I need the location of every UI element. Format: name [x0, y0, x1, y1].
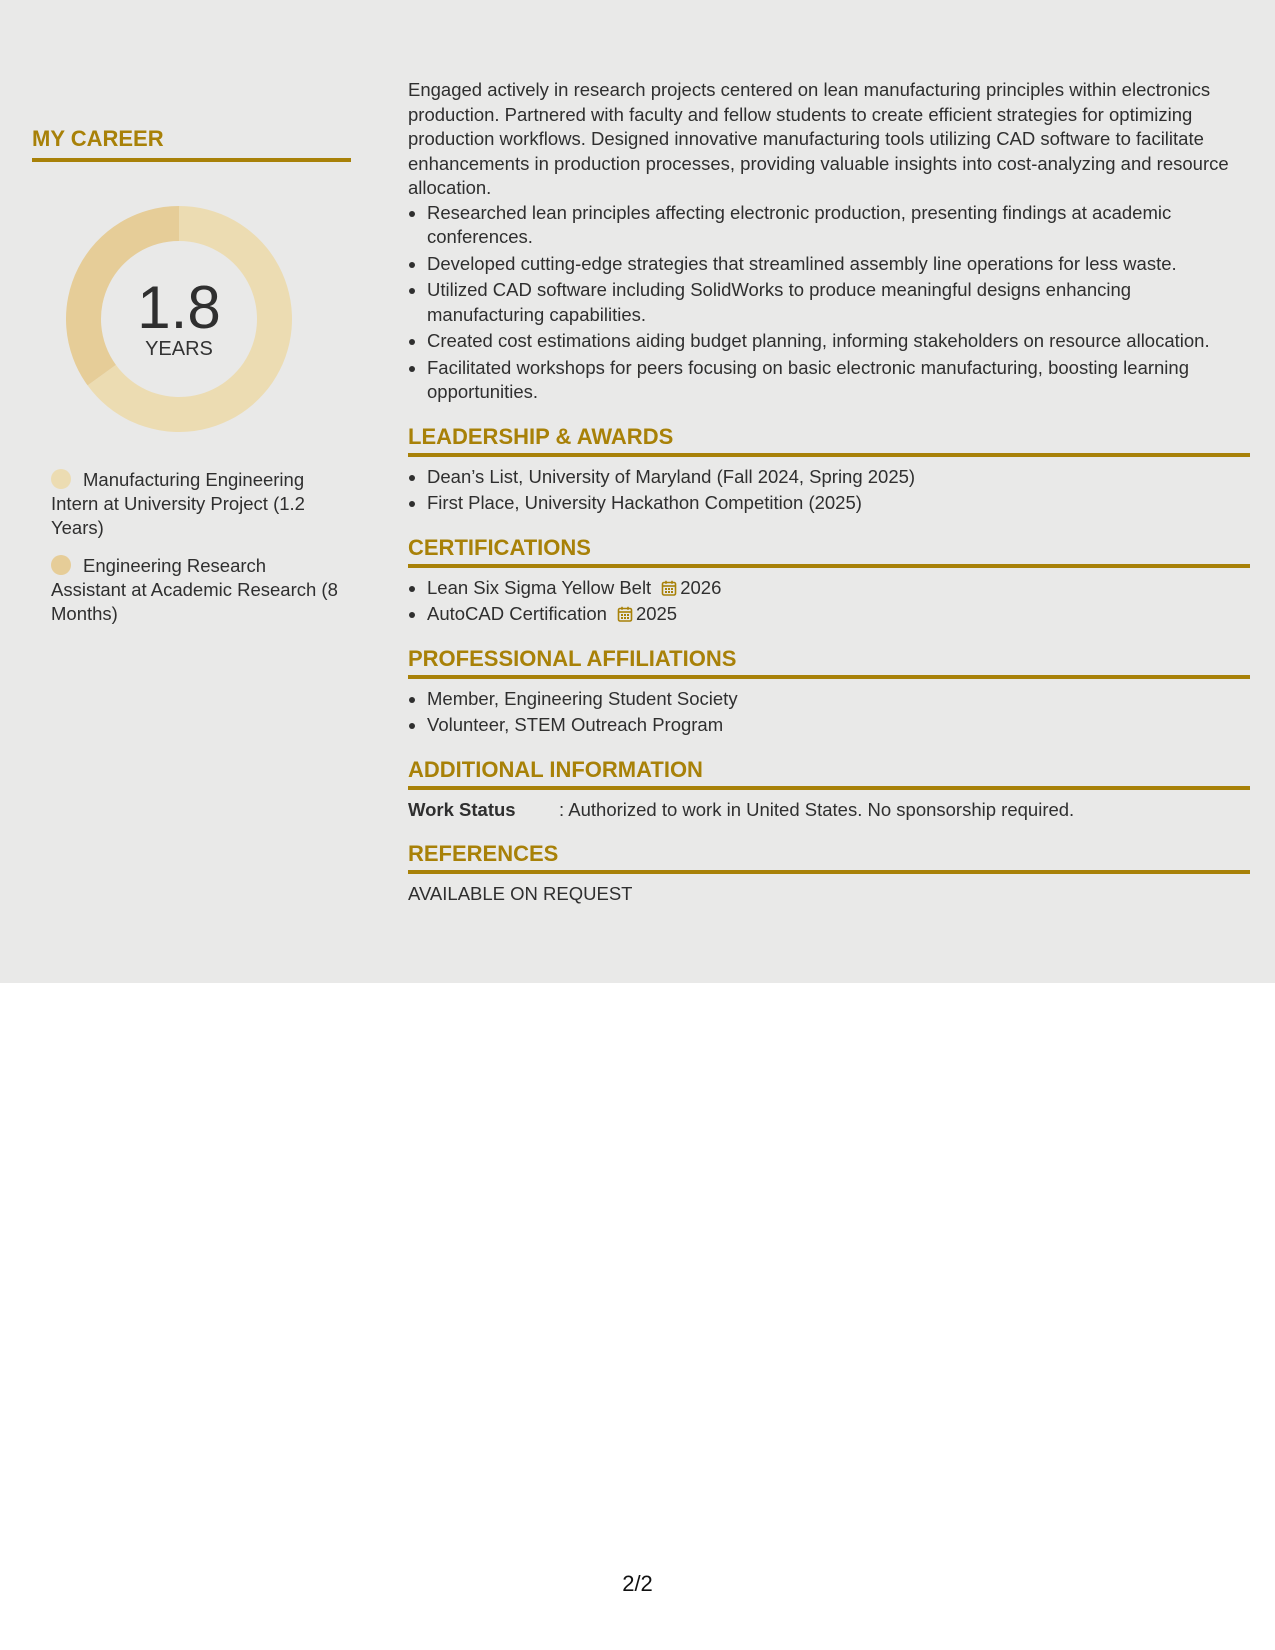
- certifications-heading: CERTIFICATIONS: [408, 534, 1250, 568]
- experience-bullets: [408, 201, 1250, 405]
- experience-summary: Engaged actively in research projects centered on lean manufacturing principles within electronics production. Partnered with faculty and fellow students to create efficient strategies for optimizing production workflows. Designed innovative manufacturing tools utilizing CAD software to facilitate enhancements in production processes, providing valuable insights into cost-analyzing and resource allocation.: [408, 79, 1229, 198]
- legend-label: Manufacturing Engineering Intern at University Project (1.2 Years): [51, 469, 305, 538]
- career-donut-chart: [66, 206, 292, 432]
- list-item: • Dean’s List, University of Maryland (Fall 2024, Spring 2025): [427, 465, 1250, 490]
- references-heading: REFERENCES: [408, 840, 1250, 874]
- list-item: • First Place, University Hackathon Competition (2025): [427, 491, 1250, 516]
- affiliations-heading: PROFESSIONAL AFFILIATIONS: [408, 645, 1250, 679]
- certification-name: Lean Six Sigma Yellow Belt: [427, 576, 652, 598]
- list-item: [427, 602, 1250, 627]
- calendar-icon: [617, 606, 633, 622]
- work-status-label: Work Status: [408, 798, 516, 820]
- affiliations-list: [408, 687, 1250, 738]
- career-total-years: 1.8: [137, 274, 221, 341]
- career-sidebar: [32, 124, 351, 640]
- career-legend: [51, 468, 341, 626]
- legend-item: [51, 468, 341, 540]
- work-status-value: : Authorized to work in United States. No sponsorship required.: [559, 798, 1075, 820]
- donut-center: [66, 206, 292, 432]
- certifications-list: [408, 576, 1250, 627]
- list-item: • Member, Engineering Student Society: [427, 687, 1250, 712]
- legend-label: Engineering Research Assistant at Academic Research (8 Months): [51, 555, 338, 624]
- legend-swatch: [51, 555, 71, 575]
- leadership-heading: LEADERSHIP & AWARDS: [408, 423, 1250, 457]
- list-item: • Developed cutting-edge strategies that streamlined assembly line operations for less waste.: [427, 252, 1250, 277]
- additional-info-heading: ADDITIONAL INFORMATION: [408, 756, 1250, 790]
- main-content: [408, 78, 1250, 907]
- legend-swatch: [51, 469, 71, 489]
- leadership-list: [408, 465, 1250, 516]
- calendar-icon: [661, 580, 677, 596]
- list-item: • Utilized CAD software including SolidWorks to produce meaningful designs enhancing manufacturing capabilities.: [427, 278, 1250, 327]
- certification-year: 2026: [680, 576, 722, 598]
- career-total-unit: YEARS: [145, 338, 213, 360]
- list-item: [427, 576, 1250, 601]
- list-item: • Facilitated workshops for peers focusing on basic electronic manufacturing, boosting learning opportunities.: [427, 356, 1250, 405]
- certification-year: 2025: [635, 603, 678, 624]
- references-text: AVAILABLE ON REQUEST: [408, 883, 633, 904]
- certification-name: AutoCAD Certification: [427, 603, 607, 624]
- list-item: • Created cost estimations aiding budget planning, informing stakeholders on resource allocation.: [427, 329, 1250, 354]
- career-heading: MY CAREER: [32, 124, 351, 162]
- legend-item: [51, 554, 341, 626]
- list-item: • Volunteer, STEM Outreach Program: [427, 713, 1250, 738]
- page-number: 2/2: [622, 1571, 653, 1596]
- work-status-row: [408, 798, 1250, 823]
- list-item: • Researched lean principles affecting electronic production, presenting findings at academic conferences.: [427, 201, 1250, 250]
